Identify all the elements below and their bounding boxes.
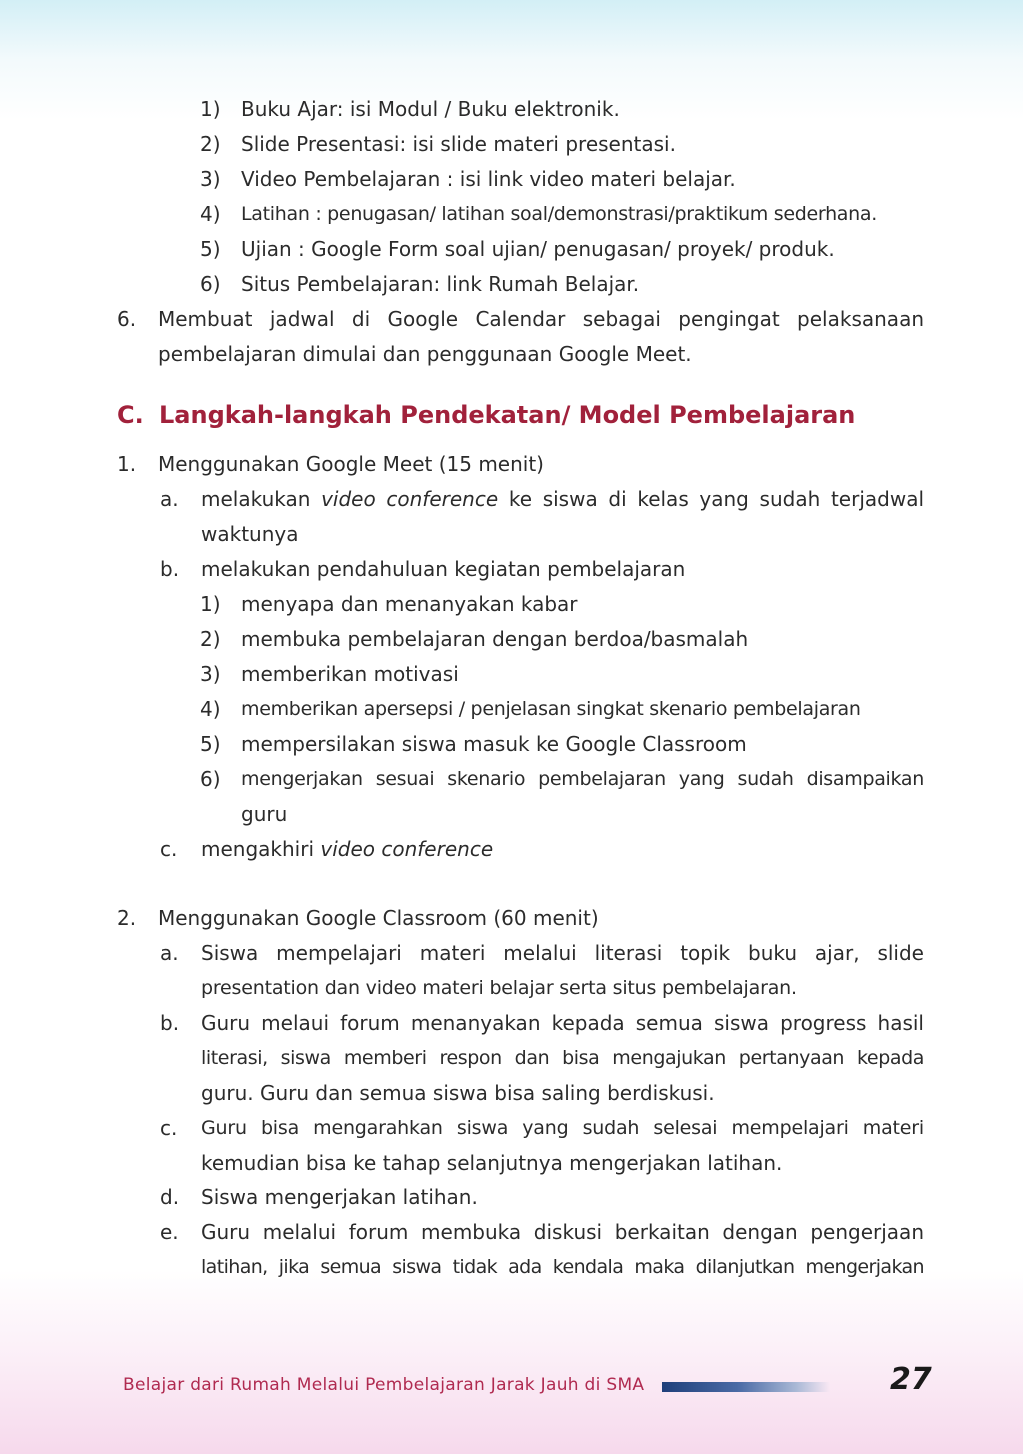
item-number: 6)	[200, 767, 221, 791]
item-text: Menggunakan Google Classroom (60 menit)	[158, 906, 599, 930]
text-fragment: mengakhiri	[201, 837, 321, 861]
item-text: mempersilakan siswa masuk ke Google Classroom	[241, 732, 747, 756]
item-text: waktunya	[201, 522, 299, 546]
item-number: 5)	[200, 732, 221, 756]
item-number: 1)	[200, 97, 221, 121]
item-text: latihan, jika semua siswa tidak ada kendala maka dilanjutkan mengerjakan	[201, 1256, 924, 1278]
item-text: memberikan apersepsi / penjelasan singkat skenario pembelajaran	[241, 698, 861, 720]
item-number: 3)	[200, 167, 221, 191]
item-text: Slide Presentasi: isi slide materi presentasi.	[241, 132, 676, 156]
text-fragment: ke siswa di kelas yang sudah terjadwal	[498, 487, 925, 511]
item-number: 2)	[200, 132, 221, 156]
item-text: mengerjakan sesuai skenario pembelajaran yang sudah disampaikan	[241, 768, 924, 790]
item-text	[201, 832, 493, 867]
item-number: 4)	[200, 202, 221, 226]
item-letter: c.	[160, 837, 178, 861]
item-text: Menggunakan Google Meet (15 menit)	[158, 452, 544, 476]
item-number: 2.	[117, 906, 137, 930]
item-text: Video Pembelajaran : isi link video materi belajar.	[241, 167, 736, 191]
item-text: Guru melalui forum membuka diskusi berkaitan dengan pengerjaan	[201, 1220, 924, 1244]
item-text: literasi, siswa memberi respon dan bisa mengajukan pertanyaan kepada	[201, 1047, 924, 1069]
item-text: presentation dan video materi belajar serta situs pembelajaran.	[201, 977, 797, 999]
item-text: membuka pembelajaran dengan berdoa/basmalah	[241, 627, 749, 651]
item-letter: e.	[160, 1220, 179, 1244]
item-number: 6)	[200, 272, 221, 296]
item-letter: a.	[160, 941, 179, 965]
item-text: memberikan motivasi	[241, 662, 459, 686]
item-text	[201, 482, 924, 517]
item-text: Guru bisa mengarahkan siswa yang sudah selesai mempelajari materi	[201, 1117, 924, 1139]
item-text: guru	[241, 802, 288, 826]
item-text: Siswa mempelajari materi melalui literasi topik buku ajar, slide	[201, 941, 924, 965]
emphasis-text: video conference	[321, 487, 499, 511]
item-number: 2)	[200, 627, 221, 651]
item-letter: c.	[160, 1116, 178, 1140]
item-text: Siswa mengerjakan latihan.	[201, 1185, 478, 1209]
item-text: Membuat jadwal di Google Calendar sebagai pengingat pelaksanaan	[158, 307, 924, 331]
item-text: menyapa dan menanyakan kabar	[241, 592, 578, 616]
item-number: 6.	[117, 307, 137, 331]
item-number: 1)	[200, 592, 221, 616]
page-number: 27	[890, 1362, 932, 1397]
footer-title: Belajar dari Rumah Melalui Pembelajaran Jarak Jauh di SMA	[123, 1375, 645, 1395]
item-text: Ujian : Google Form soal ujian/ penugasan/ proyek/ produk.	[241, 237, 835, 261]
text-fragment: melakukan	[201, 487, 322, 511]
item-text: melakukan pendahuluan kegiatan pembelajaran	[201, 557, 686, 581]
item-text: Buku Ajar: isi Modul / Buku elektronik.	[241, 97, 620, 121]
item-letter: b.	[160, 557, 180, 581]
emphasis-text: video conference	[320, 837, 494, 861]
footer-accent-bar	[662, 1382, 830, 1392]
item-number: 4)	[200, 697, 221, 721]
item-number: 1.	[117, 452, 137, 476]
item-text: kemudian bisa ke tahap selanjutnya mengerjakan latihan.	[201, 1151, 783, 1175]
item-letter: b.	[160, 1011, 180, 1035]
section-letter: C.	[117, 401, 144, 429]
item-text: Situs Pembelajaran: link Rumah Belajar.	[241, 272, 640, 296]
item-text: Latihan : penugasan/ latihan soal/demonstrasi/praktikum sederhana.	[241, 203, 877, 225]
item-letter: d.	[160, 1185, 180, 1209]
item-text: Guru melaui forum menanyakan kepada semua siswa progress hasil	[201, 1011, 924, 1035]
item-number: 5)	[200, 237, 221, 261]
item-text: pembelajaran dimulai dan penggunaan Google Meet.	[158, 342, 692, 366]
item-letter: a.	[160, 487, 179, 511]
item-text: guru. Guru dan semua siswa bisa saling berdiskusi.	[201, 1081, 715, 1105]
item-number: 3)	[200, 662, 221, 686]
section-title: Langkah-langkah Pendekatan/ Model Pembelajaran	[159, 401, 856, 429]
